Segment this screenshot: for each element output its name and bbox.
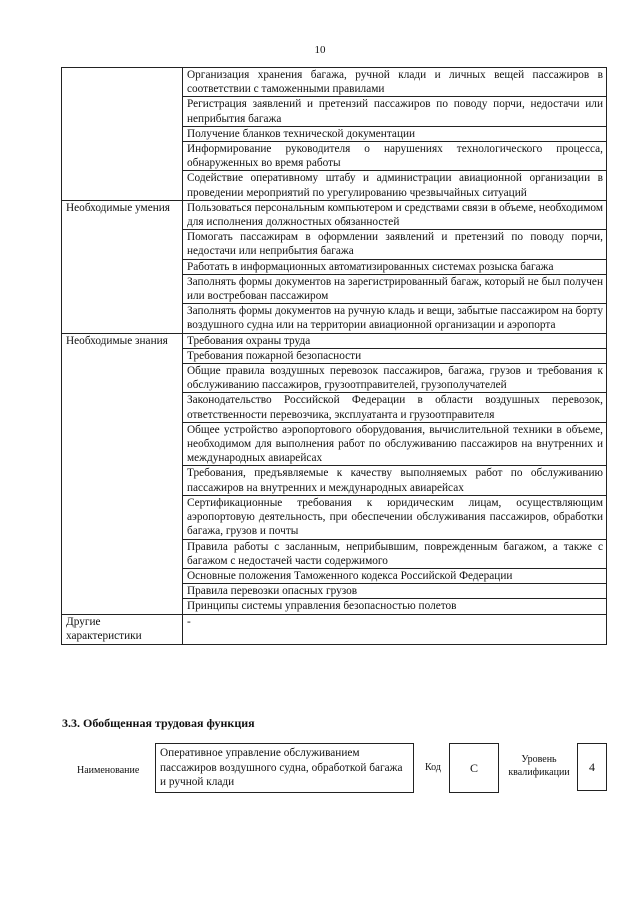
table-cell: Основные положения Таможенного кодекса Российской Федерации: [183, 568, 607, 583]
competency-table: [61, 67, 607, 645]
table-cell: Пользоваться персональным компьютером и средствами связи в объеме, необходимом для исполнения должностных обязанностей: [183, 200, 607, 229]
table-cell: Получение бланков технической документации: [183, 126, 607, 141]
table-cell: Организация хранения багажа, ручной клади и личных вещей пассажиров в соответствии с таможенными правилами: [183, 68, 607, 97]
table-cell: -: [183, 614, 607, 644]
table-cell: Заполнять формы документов на зарегистрированный багаж, который не был получен или востребован пассажиром: [183, 274, 607, 303]
qualification-level-box: 4: [577, 743, 607, 791]
table-cell: Содействие оперативному штабу и администрации авиационной организации в проведении мероприятий по урегулированию чрезвычайных ситуаций: [183, 171, 607, 200]
code-label: Код: [425, 762, 441, 773]
table-cell: Правила работы с засланным, неприбывшим, поврежденным багажом, а также с багажом с недостачей части содержимого: [183, 539, 607, 568]
row-label-knowledge: Необходимые знания: [62, 333, 183, 614]
section-heading: 3.3. Обобщенная трудовая функция: [62, 716, 255, 730]
table-cell: Заполнять формы документов на ручную кладь и вещи, забытые пассажиром на борту воздушного судна или на территории авиационной организации и аэропорта: [183, 304, 607, 333]
table-cell: Требования охраны труда: [183, 333, 607, 348]
table-cell: Общие правила воздушных перевозок пассажиров, багажа, грузов и требования к обслуживанию пассажиров, грузоотправителей, грузополучателей: [183, 364, 607, 393]
table-cell: Сертификационные требования к юридическим лицам, осуществляющим аэропортовую деятельность, при обеспечении обслуживания пассажиров, обработки багажа, грузов и почты: [183, 495, 607, 539]
page-number: 10: [314, 44, 326, 56]
function-name-box: Оперативное управление обслуживанием пассажиров воздушного судна, обработкой багажа и ручной клади: [155, 743, 414, 793]
table-cell: Правила перевозки опасных грузов: [183, 584, 607, 599]
row-label-other: Другие характеристики: [62, 614, 183, 644]
row-label: [62, 68, 183, 201]
name-label: Наименование: [77, 765, 140, 776]
table-row: [62, 68, 607, 97]
qualification-level-label: Уровень квалификации: [508, 754, 570, 778]
table-cell: Помогать пассажирам в оформлении заявлений и претензий по поводу порчи, недостачи или неприбытия багажа: [183, 230, 607, 259]
table-cell: Общее устройство аэропортового оборудования, вычислительной техники в объеме, необходимом для выполнения работ по обслуживанию пассажиров на внутренних и международных авиарейсах: [183, 422, 607, 466]
table-cell: Информирование руководителя о нарушениях технологического процесса, обнаруженных во время работы: [183, 142, 607, 171]
table-cell: Работать в информационных автоматизированных системах розыска багажа: [183, 259, 607, 274]
table-cell: Требования, предъявляемые к качеству выполняемых работ по обслуживанию пассажиров на внутренних и международных авиарейсах: [183, 466, 607, 495]
table-row: [62, 333, 607, 348]
code-box: С: [449, 743, 499, 793]
table-cell: Законодательство Российской Федерации в области воздушных перевозок, ответственности перевозчика, эксплуатанта и грузоотправителя: [183, 393, 607, 422]
table-row: [62, 614, 607, 644]
table-cell: Требования пожарной безопасности: [183, 348, 607, 363]
table-cell: Регистрация заявлений и претензий пассажиров по поводу порчи, недостачи или неприбытия багажа: [183, 97, 607, 126]
table-cell: Принципы системы управления безопасностью полетов: [183, 599, 607, 614]
row-label-skills: Необходимые умения: [62, 200, 183, 333]
table-row: [62, 200, 607, 229]
